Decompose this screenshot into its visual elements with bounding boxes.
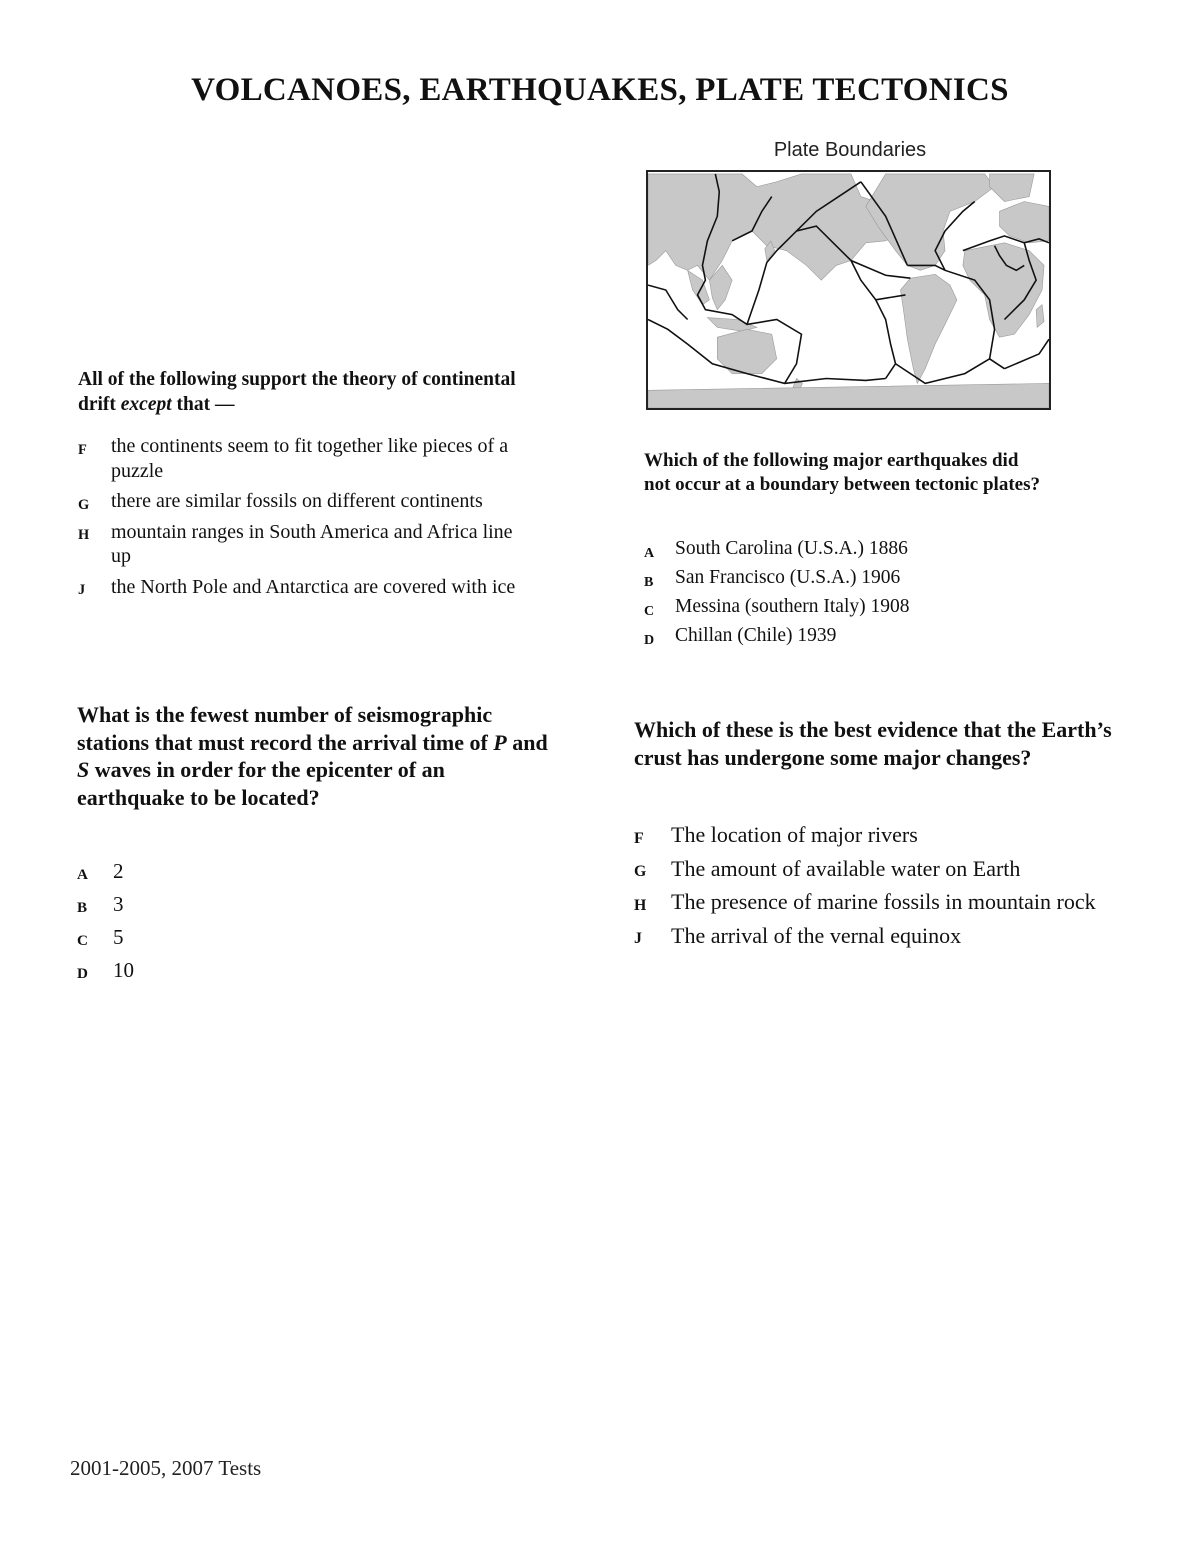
option-text: there are similar fossils on different continents	[111, 490, 483, 512]
answer-option-a[interactable]	[644, 537, 1044, 561]
answer-option-b[interactable]	[77, 891, 277, 917]
option-letter: J	[634, 930, 642, 948]
answer-option-g[interactable]	[78, 489, 518, 514]
question-earthquake-boundary: Which of the following major earthquakes did not occur at a boundary between tectonic plates?	[644, 450, 1040, 495]
answer-options-q2	[644, 537, 1044, 653]
option-text: Chillan (Chile) 1939	[675, 625, 837, 646]
option-text: South Carolina (U.S.A.) 1886	[675, 538, 908, 559]
answer-option-f[interactable]	[78, 434, 518, 483]
option-text: The arrival of the vernal equinox	[671, 922, 962, 948]
option-text: mountain ranges in South America and Africa line up	[111, 520, 513, 567]
page-title: VOLCANOES, EARTHQUAKES, PLATE TECTONICS	[191, 72, 1009, 108]
footer-note: 2001-2005, 2007 Tests	[70, 1456, 262, 1480]
p-wave-label: P	[493, 729, 507, 755]
option-text: 2	[113, 859, 124, 883]
plate-boundaries-map	[646, 170, 1051, 410]
option-text: The presence of marine fossils in mountain rock	[671, 889, 1096, 914]
question-stem-text: that —	[171, 394, 235, 415]
question-crust-evidence: Which of these is the best evidence that the Earth’s crust has undergone some major changes?	[634, 717, 1112, 770]
option-letter: G	[78, 496, 90, 513]
option-letter: H	[634, 896, 647, 914]
option-letter: F	[634, 829, 644, 847]
question-stem-text: What is the fewest number of seismographic stations that must record the arrival time of	[77, 702, 494, 755]
option-letter: A	[644, 544, 655, 561]
answer-option-j[interactable]	[634, 922, 1134, 950]
question-seismographic-stations	[77, 701, 557, 811]
option-letter: B	[77, 899, 88, 916]
option-text: The amount of available water on Earth	[671, 855, 1021, 881]
answer-option-c[interactable]	[644, 595, 1044, 619]
option-letter: G	[634, 863, 647, 881]
answer-option-c[interactable]	[77, 924, 277, 950]
option-letter: D	[77, 965, 88, 982]
option-text: Messina (southern Italy) 1908	[675, 596, 910, 617]
question-continental-drift	[78, 367, 518, 417]
answer-options-q4	[634, 821, 1134, 955]
s-wave-label: S	[77, 757, 90, 782]
question-stem-text: All of the following support the theory of continental drift	[78, 369, 516, 415]
option-text: 3	[113, 892, 124, 916]
option-letter: C	[644, 602, 655, 619]
question-stem-text: waves in order for the epicenter of an earthquake to be located?	[77, 757, 445, 810]
option-text: the continents seem to fit together like pieces of a puzzle	[111, 435, 509, 482]
option-text: 5	[113, 925, 124, 949]
plate-boundaries-map-image	[648, 172, 1049, 408]
answer-option-g[interactable]	[634, 855, 1134, 883]
answer-option-h[interactable]	[78, 520, 518, 569]
option-letter: A	[77, 866, 88, 883]
map-caption: Plate Boundaries	[773, 139, 927, 161]
option-text: San Francisco (U.S.A.) 1906	[675, 567, 901, 588]
answer-option-j[interactable]	[78, 575, 518, 600]
answer-options-q3	[77, 858, 277, 990]
option-letter: F	[78, 441, 87, 458]
option-letter: D	[644, 631, 655, 648]
option-letter: B	[644, 573, 654, 590]
answer-option-f[interactable]	[634, 821, 1134, 849]
question-stem-emphasis: except	[120, 394, 172, 415]
option-text: The location of major rivers	[671, 822, 918, 847]
option-letter: C	[77, 932, 88, 949]
answer-option-h[interactable]	[634, 888, 1134, 916]
answer-option-a[interactable]	[77, 858, 277, 884]
option-text: 10	[113, 958, 134, 982]
option-letter: H	[78, 527, 90, 544]
option-text: the North Pole and Antarctica are covered with ice	[111, 575, 516, 598]
answer-option-d[interactable]	[77, 957, 277, 983]
option-letter: J	[78, 582, 86, 599]
question-stem-text: and	[506, 729, 548, 755]
answer-options-q1	[78, 434, 518, 605]
answer-option-b[interactable]	[644, 566, 1044, 590]
answer-option-d[interactable]	[644, 624, 1044, 648]
